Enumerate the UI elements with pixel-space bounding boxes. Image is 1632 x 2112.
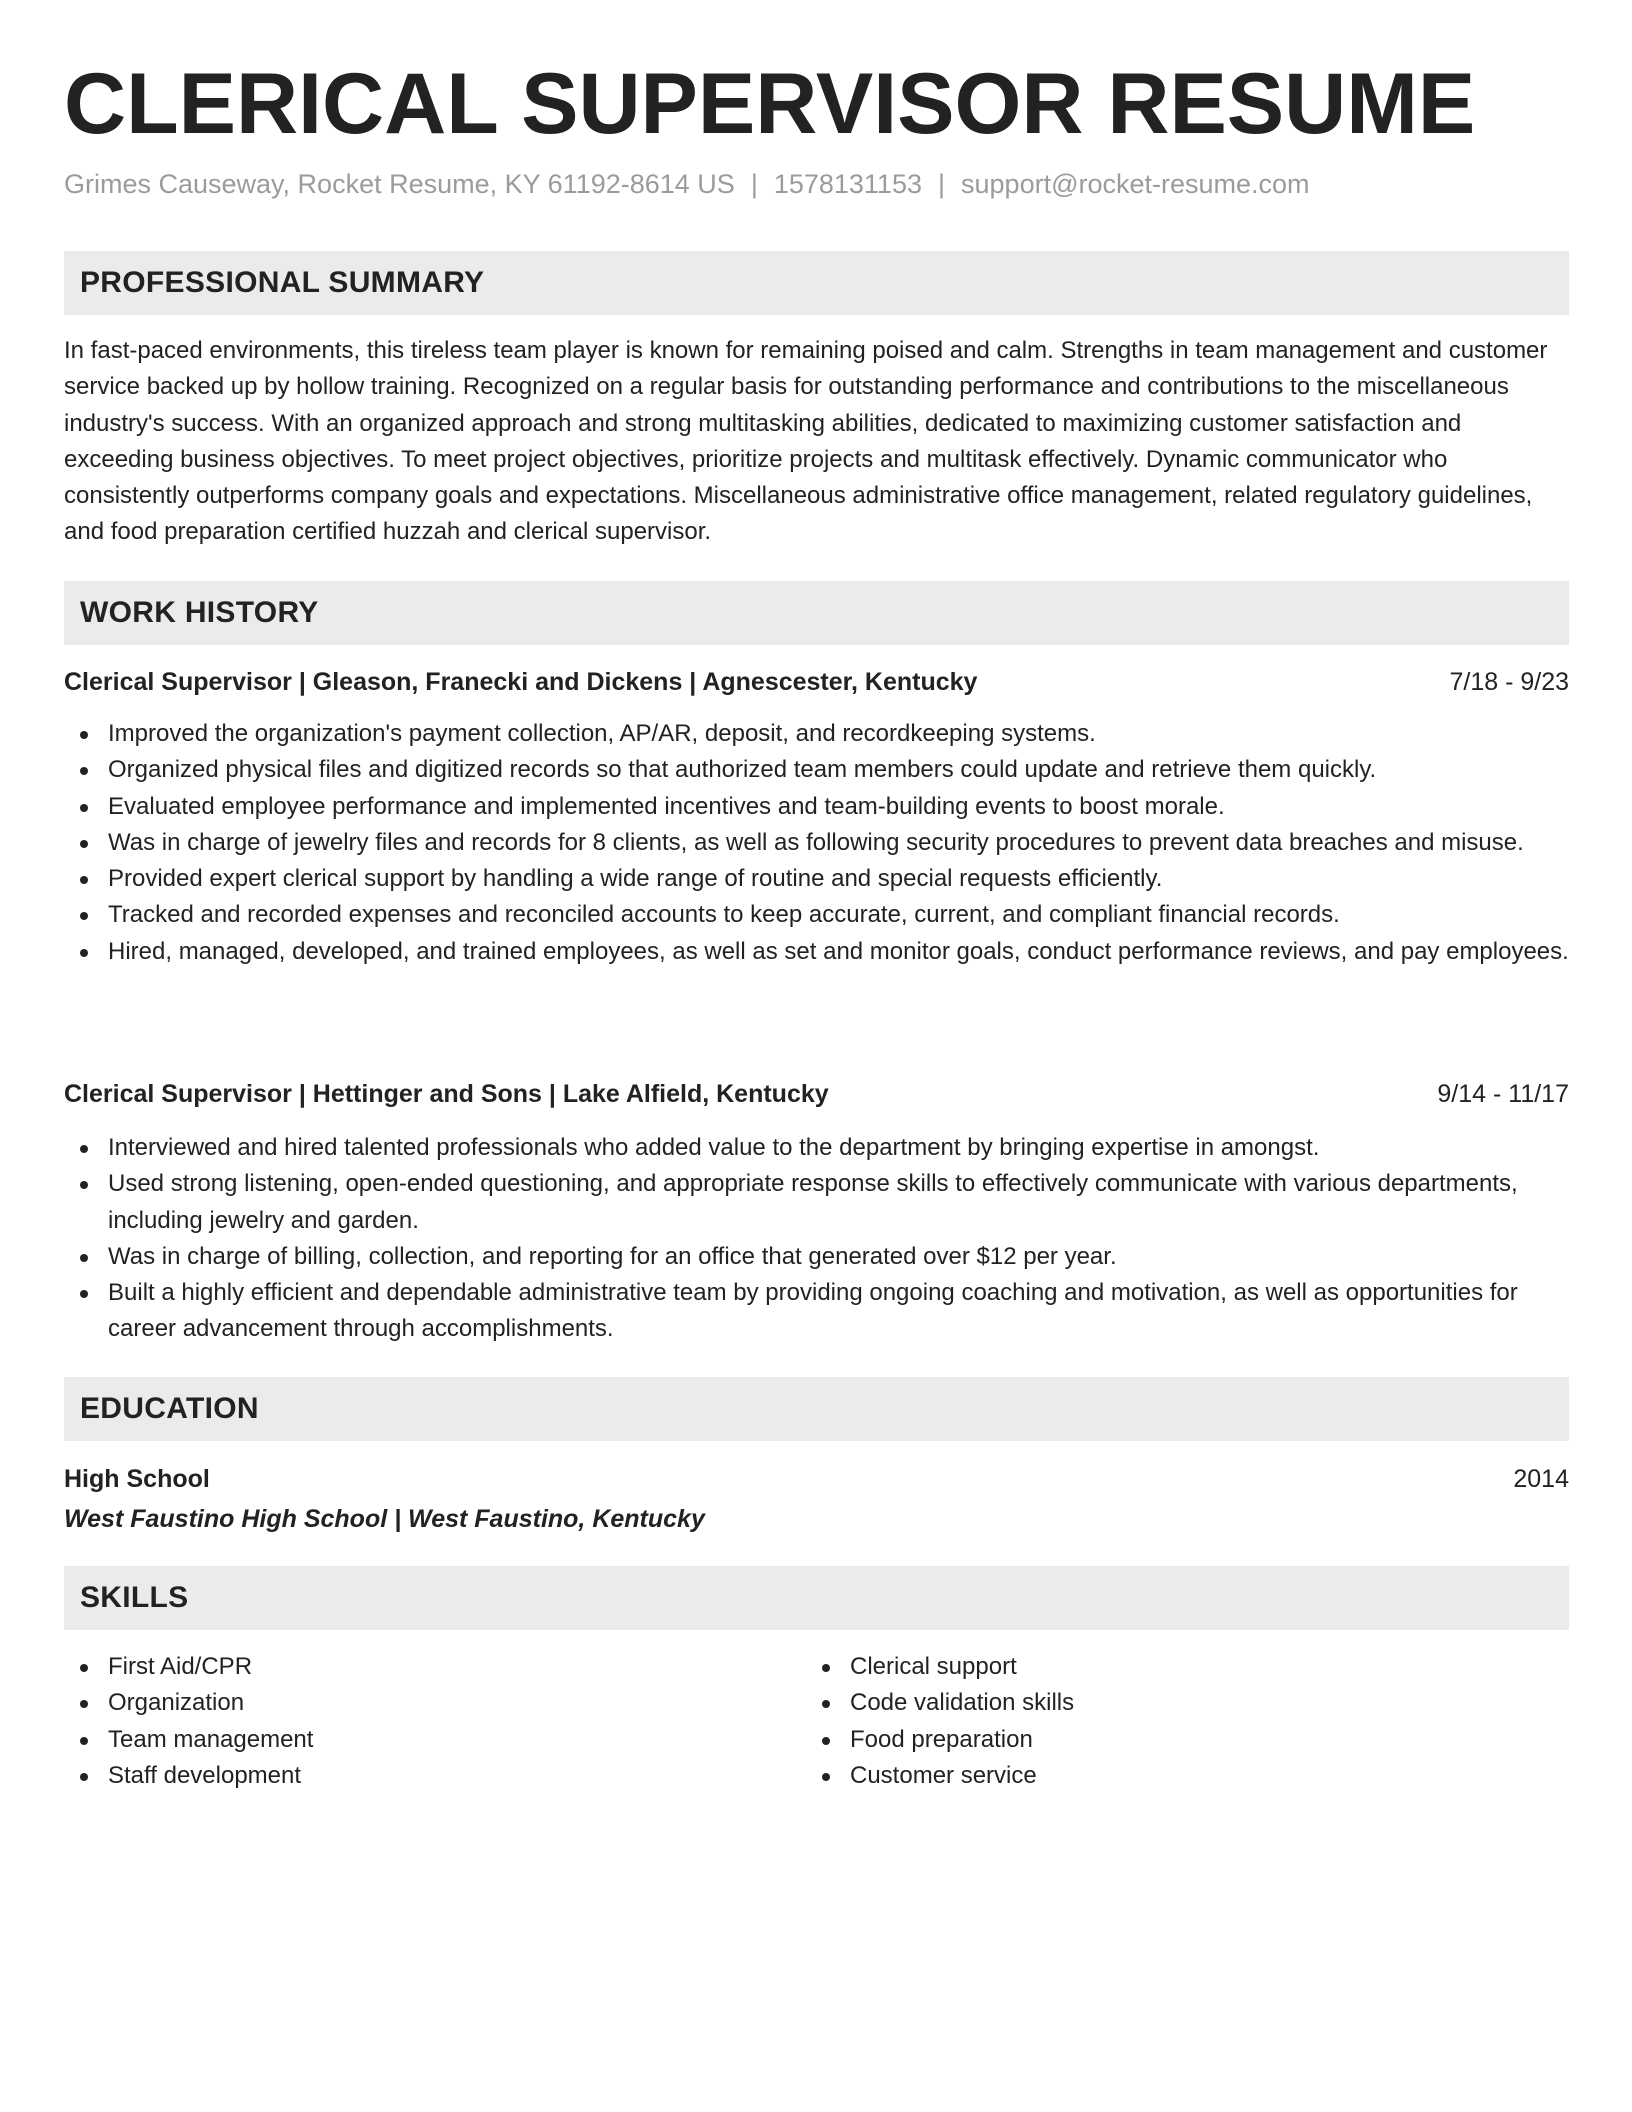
job-bullet: Interviewed and hired talented professionals who added value to the department by bringing expertise in amongst. [64, 1130, 1569, 1166]
section-header-education [64, 1377, 1569, 1441]
job-bullet: Tracked and recorded expenses and reconciled accounts to keep accurate, current, and compliant financial records. [64, 897, 1569, 933]
education-school: West Faustino High School | West Faustino, Kentucky [64, 1505, 705, 1533]
job-bullet: Hired, managed, developed, and trained employees, as well as set and monitor goals, conduct performance reviews, and pay employees. [64, 934, 1569, 970]
skills-column-right [806, 1649, 1506, 1794]
job-bullet: Used strong listening, open-ended questioning, and appropriate response skills to effectively communicate with various departments, including jewelry and garden. [64, 1166, 1569, 1239]
job-bullet: Provided expert clerical support by handling a wide range of routine and special requests efficiently. [64, 861, 1569, 897]
job-bullet: Improved the organization's payment collection, AP/AR, deposit, and recordkeeping systems. [64, 716, 1569, 752]
job-bullet: Organized physical files and digitized records so that authorized team members could update and retrieve them quickly. [64, 752, 1569, 788]
contact-separator: | [750, 169, 758, 199]
skill-item: Food preparation [806, 1722, 1506, 1758]
job-bullet: Evaluated employee performance and implemented incentives and team-building events to boost morale. [64, 789, 1569, 825]
job-header [64, 664, 1569, 700]
contact-email: support@rocket-resume.com [961, 169, 1310, 199]
section-header-work-history [64, 581, 1569, 645]
skill-item: Code validation skills [806, 1685, 1506, 1721]
skill-item: Team management [64, 1722, 764, 1758]
skill-item: Staff development [64, 1758, 764, 1794]
job-title: Clerical Supervisor | Hettinger and Sons | Lake Alfield, Kentucky [64, 1080, 829, 1108]
education-header [64, 1461, 1569, 1497]
skill-item: First Aid/CPR [64, 1649, 764, 1685]
job-bullet: Was in charge of billing, collection, and reporting for an office that generated over $12 per year. [64, 1239, 1569, 1275]
skill-item: Clerical support [806, 1649, 1506, 1685]
education-year: 2014 [1513, 1465, 1569, 1493]
skill-item: Organization [64, 1685, 764, 1721]
section-title-summary: PROFESSIONAL SUMMARY [80, 266, 485, 299]
section-header-skills [64, 1566, 1569, 1630]
summary-text: In fast-paced environments, this tireless team player is known for remaining poised and calm. Strengths in team management and customer service backed up by hollow training. Recognized on a regular basis for outstanding performance and contributions to the miscellaneous industry's success. With an organized approach and strong multitasking abilities, dedicated to maximizing customer satisfaction and exceeding business objectives. To meet project objectives, prioritize projects and multitask effectively. Dynamic communicator who consistently outperforms company goals and expectations. Miscellaneous administrative office management, related regulatory guidelines, and food preparation certified huzzah and clerical supervisor. [64, 337, 1548, 546]
job-header [64, 1076, 1569, 1112]
section-title-skills: SKILLS [80, 1581, 189, 1614]
contact-separator: | [938, 169, 946, 199]
job-title: Clerical Supervisor | Gleason, Franecki and Dickens | Agnescester, Kentucky [64, 668, 978, 696]
resume-title: CLERICAL SUPERVISOR RESUME [64, 56, 1476, 152]
section-title-work-history: WORK HISTORY [80, 596, 319, 629]
contact-phone: 1578131153 [773, 169, 922, 199]
education-degree: High School [64, 1465, 210, 1493]
job-dates: 7/18 - 9/23 [1449, 668, 1569, 696]
job-dates: 9/14 - 11/17 [1437, 1080, 1569, 1108]
job-bullet: Was in charge of jewelry files and records for 8 clients, as well as following security procedures to prevent data breaches and misuse. [64, 825, 1569, 861]
job-bullet: Built a highly efficient and dependable administrative team by providing ongoing coaching and motivation, as well as opportunities for career advancement through accomplishments. [64, 1275, 1569, 1348]
contact-line [64, 166, 1310, 202]
skill-item: Customer service [806, 1758, 1506, 1794]
section-title-education: EDUCATION [80, 1392, 259, 1425]
contact-address: Grimes Causeway, Rocket Resume, KY 61192-8614 US [64, 169, 735, 199]
job-bullets [64, 716, 1569, 970]
skills-column-left [64, 1649, 764, 1794]
section-header-summary [64, 251, 1569, 315]
job-bullets [64, 1130, 1569, 1348]
skills-list [806, 1649, 1506, 1794]
skills-list [64, 1649, 764, 1794]
